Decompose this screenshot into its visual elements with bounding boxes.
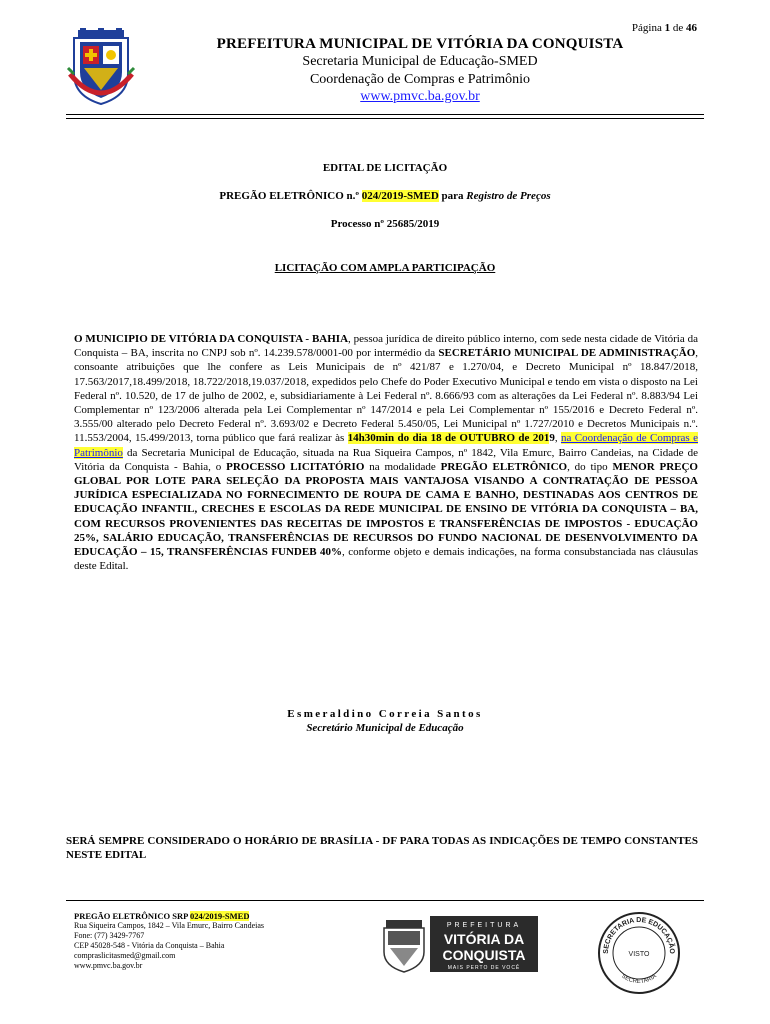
header-coordenacao: Coordenação de Compras e Patrimônio	[309, 72, 531, 87]
municipal-crest-icon	[66, 28, 136, 106]
footer-web: www.pmvc.ba.gov.br	[74, 961, 143, 970]
footer-address: Rua Siqueira Campos, 1842 – Vila Emurc, Bairro Candeias	[74, 921, 265, 930]
approval-stamp-icon	[596, 910, 682, 996]
header-divider	[66, 114, 704, 115]
session-date: 14h30min do dia 18 de OUTUBRO de 201	[347, 432, 550, 445]
page-number: Página 1 de 46	[631, 22, 697, 34]
footer-divider	[66, 900, 704, 901]
header-secretaria: Secretaria Municipal de Educação-SMED	[302, 54, 538, 69]
footer-title: PREGÃO ELETRÔNICO SRP 024/2019-SMED	[74, 911, 250, 921]
edital-title: EDITAL DE LICITAÇÃO	[322, 162, 448, 174]
city-logo-top: PREFEITURA	[446, 922, 522, 929]
website-link[interactable]: www.pmvc.ba.gov.br	[360, 89, 480, 104]
header-divider-secondary	[66, 118, 704, 119]
city-logo-line2: CONQUISTA	[442, 947, 526, 963]
body-paragraph: O MUNICIPIO DE VITÓRIA DA CONQUISTA - BAHIA, pessoa jurídica de direito público interno, com sede nesta cidade de Vitória da Conquista – BA, inscrita no CNPJ sob nº. 14.239.578/0001-00 por intermédio da SECRETÁRIO MUNICIPAL DE ADMINISTRAÇÃO, consoante atribuições que lhe confere as Leis Municipais de nº 421/87 e 1.270/04, e Decreto Municipal nº 18.847/2018, 17.563/2017,18.499/2018, 18.722/2018,19.037/2018, expedidos pelo Chefe do Poder Executivo Municipal e tendo em vista o disposto na Lei Federal nº. 10.520, de 17 de julho de 2002, e, subsidiariamente à Lei Federal nº. 8.666/93 com as alterações da Lei Federal nº. 8.883/94 Lei Complementar nº 123/2006 alterada pela Lei Complementar nº 147/2014 e pela Lei Complementar nº 155/2016 e Decreto Federal nº. 3.555/00 alterado pelo Decreto Federal nº. 3.693/02 e Decreto Federal 5.450/05, Lei Municipal nº 1.727/2010 e Decretos Municipais n.º. 11.553/2004, 15.499/2013, torna público que fará realizar às 14h30min do dia 18 de OUTUBRO de 2019, na Coordenação de Compras e Patrimônio da Secretaria Municipal de Educação, situada na Rua Siqueira Campos, nº 1842, Vila Emurc, Bairro Candeias, na Cidade de Vitória da Conquista - Bahia, o PROCESSO LICITATÓRIO na modalidade PREGÃO ELETRÔNICO, do tipo MENOR PREÇO GLOBAL POR LOTE PARA SELEÇÃO DA PROPOSTA MAIS VANTAJOSA VISANDO A CONTRATAÇÃO DE PESSOA JURÍDICA ESPECIALIZADA NO FORNECIMENTO DE ROUPA DE CAMA E BANHO, DESTINADAS AOS CENTROS DE EDUCAÇÃO INFANTIL, CRECHES E ESCOLAS DA REDE MUNICIPAL DE ENSINO DE VITÓRIA DA CONQUISTA – BA, COM RECURSOS PROVENIENTES DAS RECEITAS DE IMPOSTOS E TRANSFERÊNCIAS DE IMPOSTOS - EDUCAÇÃO 25%, SALÁRIO EDUCAÇÃO, TRANSFERÊNCIAS DE RECURSOS DO FUNDO NACIONAL DE DESENVOLVIMENTO DA EDUCAÇÃO – 15, TRANSFERÊNCIAS FUNDEB 40%, conforme objeto e demais indicações, na forma consubstanciada nas cláusulas deste Edital.	[74, 333, 699, 573]
footer-phone: Fone: (77) 3429-7767	[74, 931, 145, 940]
header-website[interactable]	[150, 89, 690, 105]
stamp-center: VISTO	[628, 951, 650, 958]
timezone-notice: SERÁ SEMPRE CONSIDERADO O HORÁRIO DE BRASÍLIA - DF PARA TODAS AS INDICAÇÕES DE TEMPO CONSTANTES NESTE EDITAL	[66, 835, 698, 861]
signatory-role: Secretário Municipal de Educação	[306, 722, 464, 734]
signatory-name: Esmeraldino Correia Santos	[287, 708, 483, 720]
city-logo-tagline: MAIS PERTO DE VOCÊ	[447, 965, 521, 971]
footer-cep: CEP 45028-548 - Vitória da Conquista – Bahia	[74, 941, 225, 950]
svg-text:SECRETARIA	[620, 973, 658, 985]
stamp-ring-bottom: SECRETARIA	[620, 973, 658, 986]
city-logo-icon	[380, 914, 540, 974]
footer-email: compraslicitasmed@gmail.com	[74, 951, 176, 960]
pregao-line: PREGÃO ELETRÔNICO n.º 024/2019-SMED para Registro de Preços	[219, 190, 551, 202]
ampla-participacao: LICITAÇÃO COM AMPLA PARTICIPAÇÃO	[274, 262, 496, 274]
stamp-ring-top: SECRETARIA DE EDUCAÇÃO	[602, 916, 676, 955]
processo-number: Processo nº 25685/2019	[330, 218, 440, 230]
pregao-number: 024/2019-SMED	[361, 190, 439, 202]
footer-contact	[74, 911, 264, 971]
coordenacao-link[interactable]: na Coordenação de Compras e Patrimônio	[74, 432, 698, 459]
header-title: PREFEITURA MUNICIPAL DE VITÓRIA DA CONQUISTA	[216, 36, 624, 52]
city-logo-line1: VITÓRIA DA	[443, 931, 525, 947]
